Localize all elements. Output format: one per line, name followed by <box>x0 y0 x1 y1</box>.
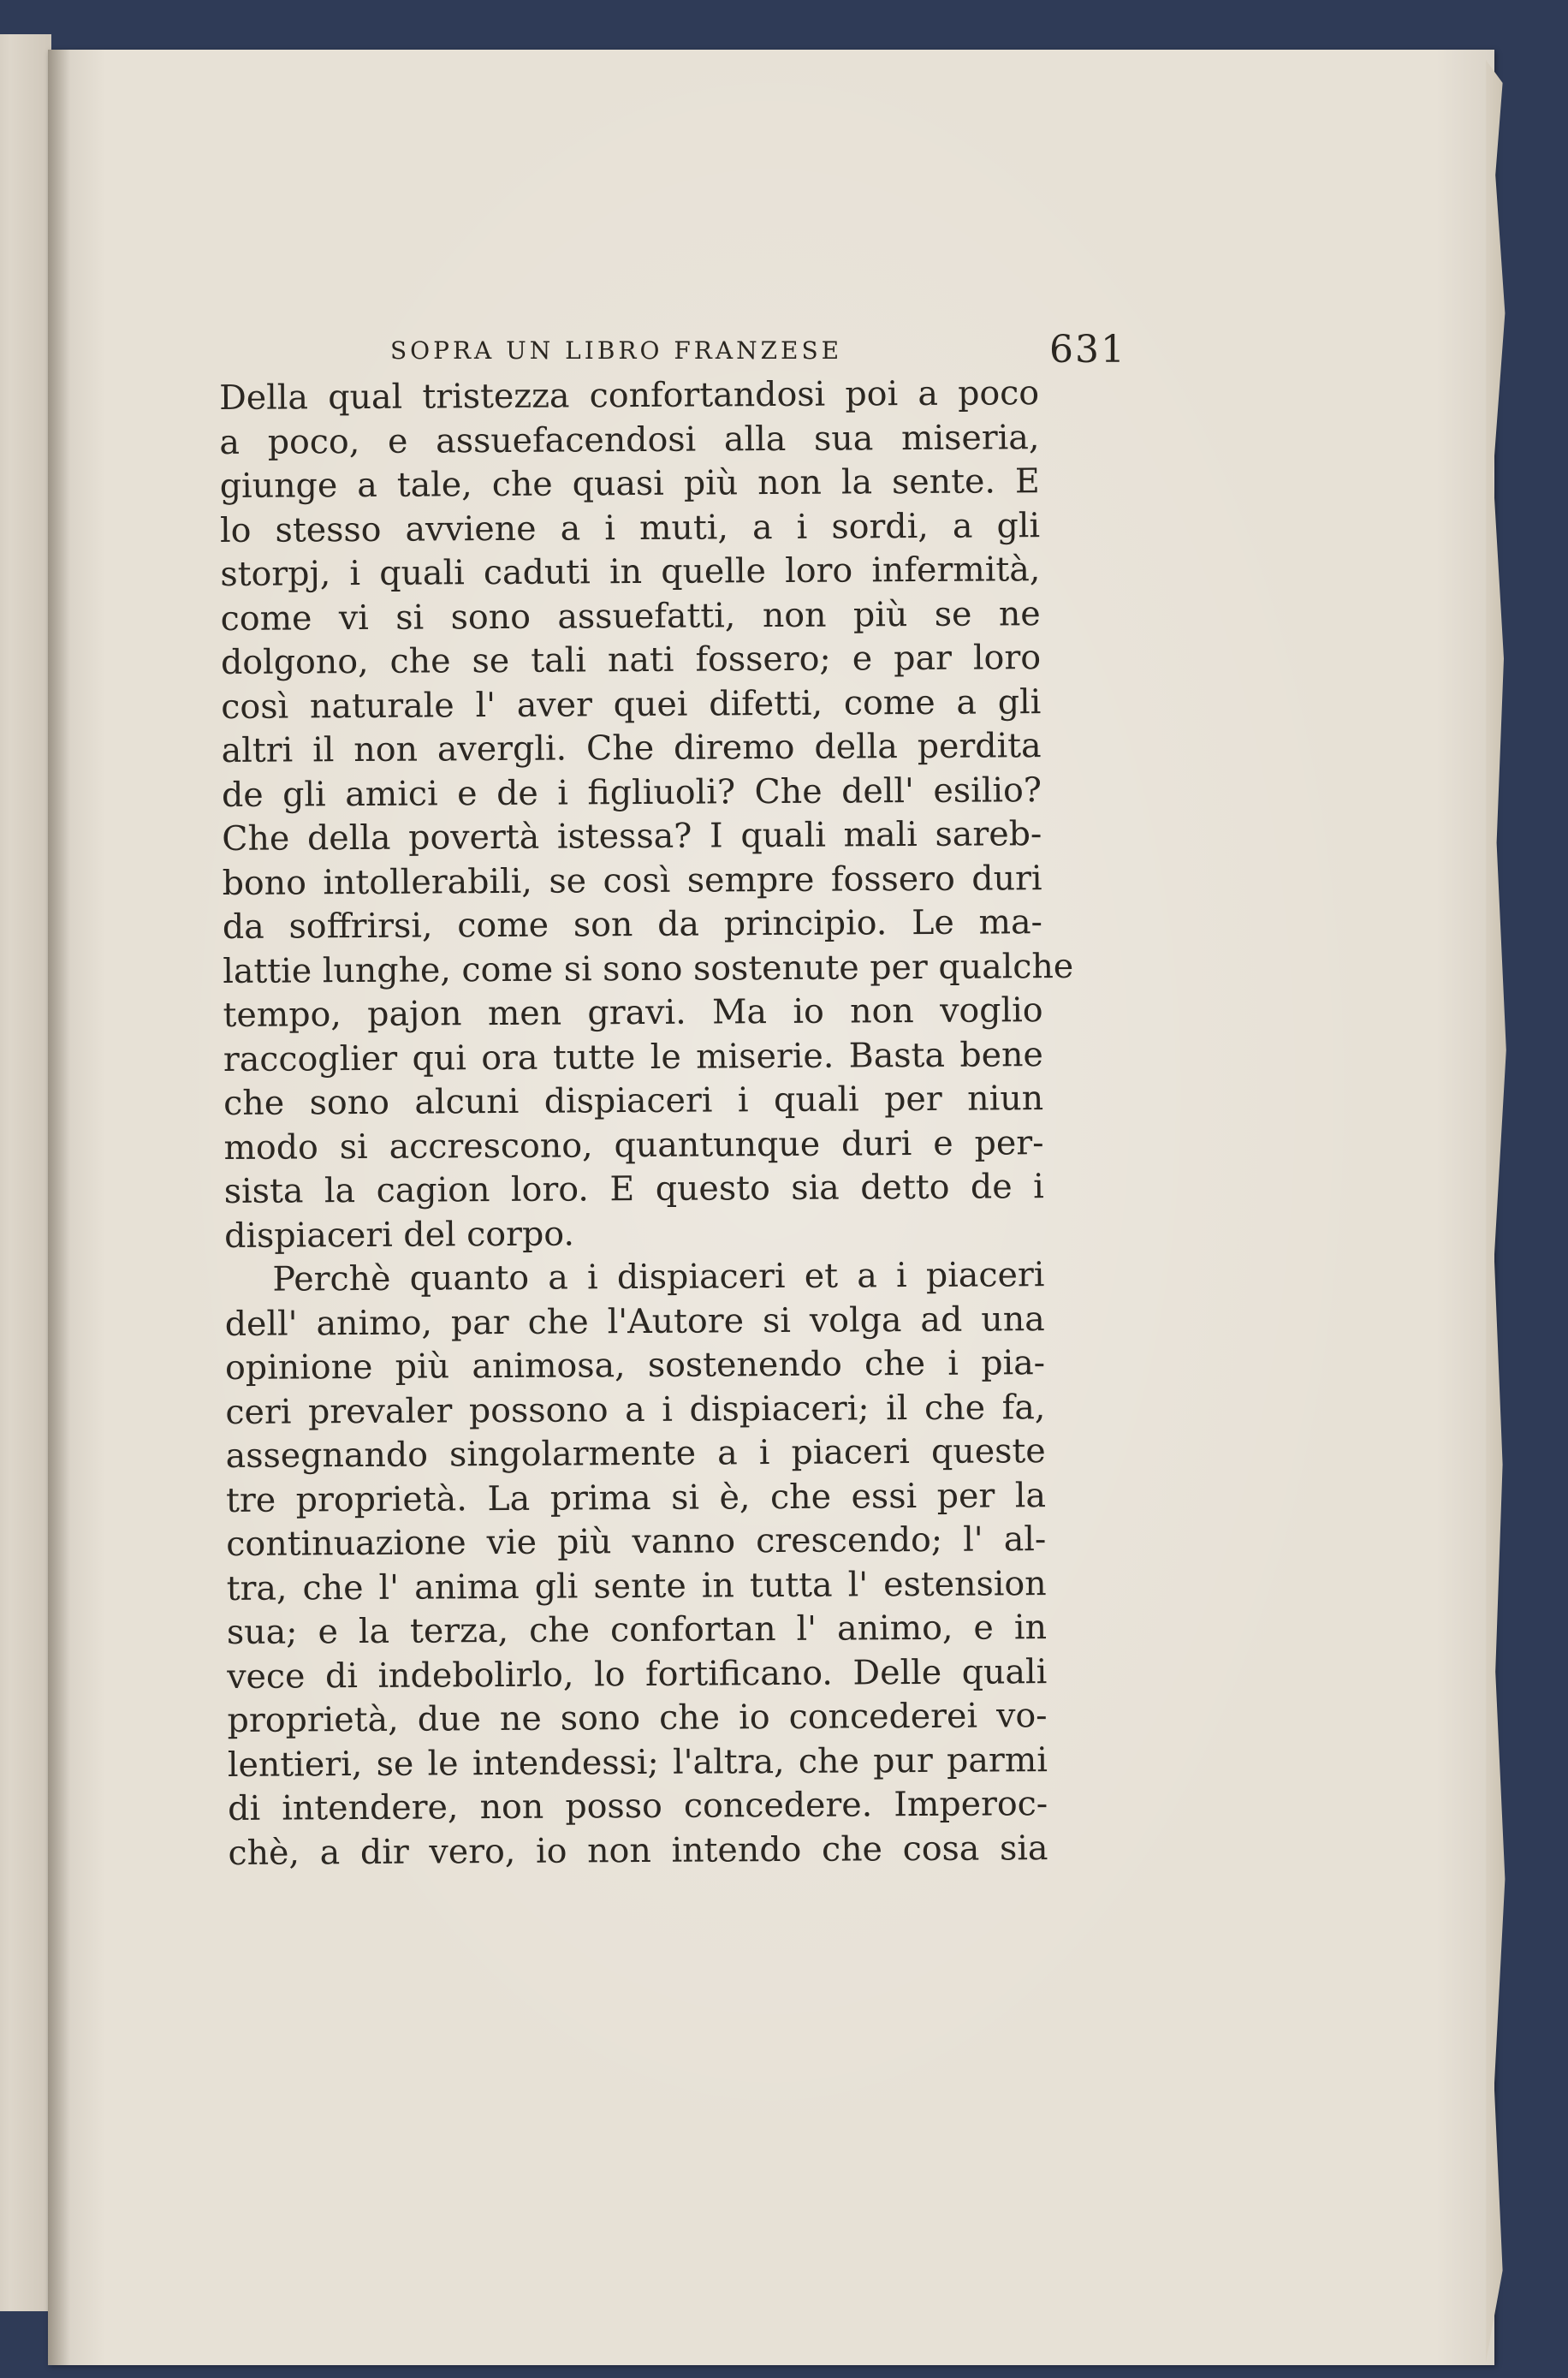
text-line: proprietà, due ne sono che io concederei vo- <box>227 1696 1048 1740</box>
text-line: da soffrirsi, come son da principio. Le ma- <box>222 902 1043 947</box>
text-line: bono intollerabili, se così sempre fossero duri <box>222 858 1042 903</box>
text-line: a poco, e assuefacendosi alla sua miseria, <box>219 417 1040 462</box>
text-line: vece di indebolirlo, lo fortificano. Delle quali <box>227 1651 1048 1697</box>
text-line: dolgono, che se tali nati fossero; e par loro <box>220 638 1042 682</box>
text-line: lentieri, se le intendessi; l'altra, che pur parmi <box>227 1739 1048 1785</box>
text-line: opinione più animosa, sostenendo che i pia- <box>224 1343 1046 1388</box>
text-line: continuazione vie più vanno crescendo; l' al- <box>226 1519 1047 1564</box>
paragraph-end-line: dispiaceri del corpo. <box>223 1213 575 1256</box>
text-line: tra, che l' anima gli sente in tutta l' estension <box>226 1563 1047 1608</box>
text-line: dell' animo, par che l'Autore si volga ad una <box>224 1299 1045 1344</box>
text-line: tempo, pajon men gravi. Ma io non voglio <box>223 990 1043 1035</box>
text-line: di intendere, non posso concedere. Imperoc- <box>228 1784 1048 1828</box>
text-line: che sono alcuni dispiaceri i quali per niun <box>223 1079 1044 1123</box>
paragraph-start-line: Perchè quanto a i dispiaceri et a i piaceri <box>272 1255 1045 1299</box>
text-line: così naturale l' aver quei difetti, come a gli <box>221 681 1042 727</box>
page-gutter-shadow <box>48 50 70 2365</box>
text-line: altri il non avergli. Che diremo della perdita <box>221 726 1042 770</box>
text-line: sua; e la terza, che confortan l' animo, e in <box>226 1608 1048 1652</box>
text-line: giunge a tale, che quasi più non la sente. E <box>219 461 1040 506</box>
text-line: modo si accrescono, quantunque duri e per- <box>223 1122 1044 1168</box>
body-text <box>219 372 1074 1876</box>
text-line: assegnando singolarmente a i piaceri queste <box>225 1431 1046 1476</box>
text-line: Che della povertà istessa? I quali mali sareb- <box>222 814 1042 859</box>
text-line: tre proprietà. La prima si è, che essi per la <box>225 1475 1047 1520</box>
running-title: SOPRA UN LIBRO FRANZESE <box>390 336 843 365</box>
text-line: sista la cagion loro. E questo sia detto de i <box>223 1167 1044 1211</box>
page-number: 631 <box>1049 328 1126 372</box>
text-line: raccoglier qui ora tutte le miserie. Basta bene <box>223 1034 1043 1079</box>
text-line: chè, a dir vero, io non intendo che cosa sia <box>228 1828 1048 1873</box>
text-line: de gli amici e de i figliuoli? Che dell' esilio? <box>221 770 1042 815</box>
text-line: come vi si sono assuefatti, non più se ne <box>220 593 1041 639</box>
text-line: storpj, i quali caduti in quelle loro infermità, <box>220 550 1041 594</box>
page-deckle-edge <box>1486 60 1510 2363</box>
text-line: Della qual tristezza confortandosi poi a poco <box>219 373 1040 418</box>
text-line: lo stesso avviene a i muti, a i sordi, a gli <box>219 505 1041 550</box>
text-line: lattie lunghe, come si sono sostenute per qualche <box>223 946 1074 991</box>
text-line: ceri prevaler possono a i dispiaceri; il che fa, <box>225 1387 1046 1432</box>
facing-page-edge <box>0 34 51 2311</box>
